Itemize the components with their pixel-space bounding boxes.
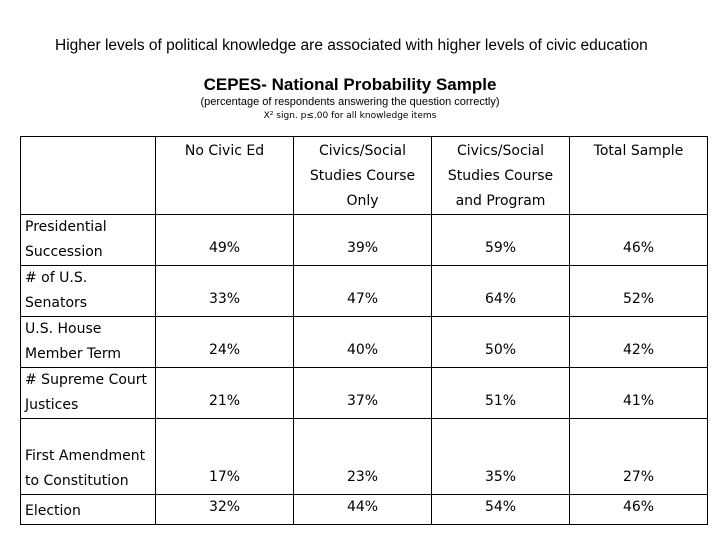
table-row [21, 266, 708, 317]
row-label: First Amendment to Constitution [21, 419, 156, 495]
cell-value: 39% [294, 215, 432, 266]
table-header-row [21, 137, 708, 215]
cell-value: 24% [156, 317, 294, 368]
cell-value: 33% [156, 266, 294, 317]
row-label: # Supreme Court Justices [21, 368, 156, 419]
header-course-and-program: Civics/Social Studies Course and Program [432, 137, 570, 215]
significance-note: X² sign. p≤.00 for all knowledge items [263, 111, 437, 121]
cell-value: 46% [570, 495, 708, 525]
cell-value: 27% [570, 419, 708, 495]
knowledge-table [20, 136, 708, 525]
cell-value: 41% [570, 368, 708, 419]
cell-value: 64% [432, 266, 570, 317]
cell-value: 54% [432, 495, 570, 525]
cell-value: 50% [432, 317, 570, 368]
header-total-sample: Total Sample [570, 137, 708, 215]
row-label: U.S. House Member Term [21, 317, 156, 368]
header-corner [21, 137, 156, 215]
cell-value: 40% [294, 317, 432, 368]
row-label: Presidential Succession [21, 215, 156, 266]
row-label: Election [21, 495, 156, 525]
slide-heading: Higher levels of political knowledge are associated with higher levels of civic education [55, 37, 648, 54]
cell-value: 51% [432, 368, 570, 419]
cell-value: 37% [294, 368, 432, 419]
row-label: # of U.S. Senators [21, 266, 156, 317]
cell-value: 49% [156, 215, 294, 266]
table-row [21, 495, 708, 525]
table-row [21, 317, 708, 368]
cell-value: 17% [156, 419, 294, 495]
slide-subtitle: CEPES- National Probability Sample [203, 75, 497, 94]
cell-value: 32% [156, 495, 294, 525]
cell-value: 21% [156, 368, 294, 419]
table-row [21, 368, 708, 419]
cell-value: 46% [570, 215, 708, 266]
cell-value: 47% [294, 266, 432, 317]
cell-value: 59% [432, 215, 570, 266]
cell-value: 52% [570, 266, 708, 317]
cell-value: 42% [570, 317, 708, 368]
table-row [21, 419, 708, 495]
header-course-only: Civics/Social Studies Course Only [294, 137, 432, 215]
table-row [21, 215, 708, 266]
cell-value: 44% [294, 495, 432, 525]
cell-value: 35% [432, 419, 570, 495]
header-no-civic-ed: No Civic Ed [156, 137, 294, 215]
subtitle-note: (percentage of respondents answering the question correctly) [200, 96, 500, 108]
cell-value: 23% [294, 419, 432, 495]
